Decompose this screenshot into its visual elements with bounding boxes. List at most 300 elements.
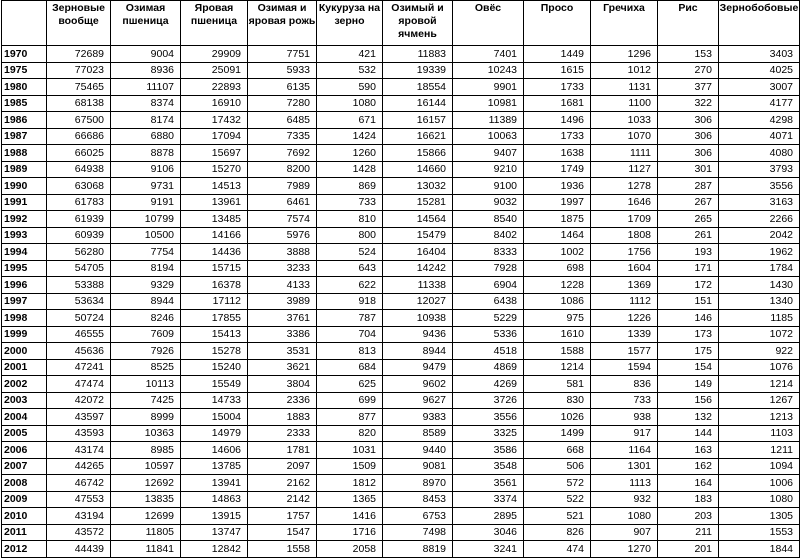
table-row bbox=[2, 178, 800, 195]
table-cell: 1185 bbox=[719, 310, 800, 327]
table-cell: 7498 bbox=[383, 524, 453, 541]
table-cell: 2895 bbox=[453, 508, 524, 525]
table-cell: 3556 bbox=[719, 178, 800, 195]
table-cell: 10500 bbox=[111, 227, 181, 244]
table-cell: 154 bbox=[658, 359, 719, 376]
table-cell: 15413 bbox=[181, 326, 248, 343]
row-year-cell: 2000 bbox=[2, 343, 47, 360]
table-cell: 66025 bbox=[47, 145, 111, 162]
table-cell: 1112 bbox=[591, 293, 658, 310]
table-cell: 932 bbox=[591, 491, 658, 508]
table-cell: 53634 bbox=[47, 293, 111, 310]
row-year-cell: 1998 bbox=[2, 310, 47, 327]
table-cell: 75465 bbox=[47, 79, 111, 96]
row-year-cell: 2003 bbox=[2, 392, 47, 409]
table-cell: 1430 bbox=[719, 277, 800, 294]
table-cell: 1844 bbox=[719, 541, 800, 558]
table-cell: 1588 bbox=[524, 343, 591, 360]
table-row bbox=[2, 227, 800, 244]
table-cell: 1733 bbox=[524, 79, 591, 96]
table-cell: 4177 bbox=[719, 95, 800, 112]
table-cell: 572 bbox=[524, 475, 591, 492]
table-cell: 8985 bbox=[111, 442, 181, 459]
header-year bbox=[2, 1, 47, 46]
table-cell: 1080 bbox=[317, 95, 383, 112]
table-cell: 622 bbox=[317, 277, 383, 294]
table-cell: 15270 bbox=[181, 161, 248, 178]
table-cell: 8453 bbox=[383, 491, 453, 508]
table-cell: 1781 bbox=[248, 442, 317, 459]
table-cell: 8944 bbox=[383, 343, 453, 360]
table-cell: 3046 bbox=[453, 524, 524, 541]
table-cell: 810 bbox=[317, 211, 383, 228]
table-cell: 474 bbox=[524, 541, 591, 558]
table-cell: 1006 bbox=[719, 475, 800, 492]
table-cell: 16378 bbox=[181, 277, 248, 294]
table-cell: 77023 bbox=[47, 62, 111, 79]
table-cell: 2162 bbox=[248, 475, 317, 492]
table-cell: 43593 bbox=[47, 425, 111, 442]
row-year-cell: 2010 bbox=[2, 508, 47, 525]
table-cell: 7574 bbox=[248, 211, 317, 228]
table-cell: 18554 bbox=[383, 79, 453, 96]
table-row bbox=[2, 211, 800, 228]
table-row bbox=[2, 194, 800, 211]
table-cell: 193 bbox=[658, 244, 719, 261]
table-cell: 54705 bbox=[47, 260, 111, 277]
table-cell: 68138 bbox=[47, 95, 111, 112]
table-cell: 156 bbox=[658, 392, 719, 409]
table-cell: 733 bbox=[591, 392, 658, 409]
table-cell: 14564 bbox=[383, 211, 453, 228]
table-cell: 1784 bbox=[719, 260, 800, 277]
table-cell: 9210 bbox=[453, 161, 524, 178]
table-cell: 14242 bbox=[383, 260, 453, 277]
table-cell: 1086 bbox=[524, 293, 591, 310]
table-cell: 1416 bbox=[317, 508, 383, 525]
table-cell: 8970 bbox=[383, 475, 453, 492]
table-cell: 2058 bbox=[317, 541, 383, 558]
table-cell: 1080 bbox=[591, 508, 658, 525]
table-cell: 3586 bbox=[453, 442, 524, 459]
table-cell: 9627 bbox=[383, 392, 453, 409]
table-row bbox=[2, 62, 800, 79]
table-cell: 151 bbox=[658, 293, 719, 310]
table-row bbox=[2, 310, 800, 327]
table-row bbox=[2, 260, 800, 277]
table-cell: 1127 bbox=[591, 161, 658, 178]
table-cell: 1369 bbox=[591, 277, 658, 294]
table-cell: 47241 bbox=[47, 359, 111, 376]
table-cell: 8944 bbox=[111, 293, 181, 310]
table-cell: 7751 bbox=[248, 46, 317, 63]
table-cell: 9901 bbox=[453, 79, 524, 96]
table-cell: 14436 bbox=[181, 244, 248, 261]
table-cell: 270 bbox=[658, 62, 719, 79]
table-cell: 3989 bbox=[248, 293, 317, 310]
row-year-cell: 2012 bbox=[2, 541, 47, 558]
table-cell: 8200 bbox=[248, 161, 317, 178]
table-row bbox=[2, 326, 800, 343]
table-cell: 7692 bbox=[248, 145, 317, 162]
table-cell: 201 bbox=[658, 541, 719, 558]
table-cell: 699 bbox=[317, 392, 383, 409]
table-cell: 13485 bbox=[181, 211, 248, 228]
row-year-cell: 1989 bbox=[2, 161, 47, 178]
table-cell: 671 bbox=[317, 112, 383, 129]
row-year-cell: 1980 bbox=[2, 79, 47, 96]
table-cell: 1111 bbox=[591, 145, 658, 162]
table-cell: 17432 bbox=[181, 112, 248, 129]
table-cell: 524 bbox=[317, 244, 383, 261]
table-cell: 8540 bbox=[453, 211, 524, 228]
table-cell: 1301 bbox=[591, 458, 658, 475]
table-cell: 1103 bbox=[719, 425, 800, 442]
table-cell: 72689 bbox=[47, 46, 111, 63]
table-cell: 4269 bbox=[453, 376, 524, 393]
table-cell: 9383 bbox=[383, 409, 453, 426]
table-cell: 3241 bbox=[453, 541, 524, 558]
table-cell: 1031 bbox=[317, 442, 383, 459]
table-cell: 13032 bbox=[383, 178, 453, 195]
table-cell: 1026 bbox=[524, 409, 591, 426]
table-cell: 643 bbox=[317, 260, 383, 277]
table-cell: 6880 bbox=[111, 128, 181, 145]
table-cell: 164 bbox=[658, 475, 719, 492]
table-cell: 14733 bbox=[181, 392, 248, 409]
table-cell: 1424 bbox=[317, 128, 383, 145]
table-cell: 1610 bbox=[524, 326, 591, 343]
table-cell: 14979 bbox=[181, 425, 248, 442]
table-row bbox=[2, 277, 800, 294]
table-row bbox=[2, 112, 800, 129]
table-cell: 10243 bbox=[453, 62, 524, 79]
table-cell: 826 bbox=[524, 524, 591, 541]
table-cell: 163 bbox=[658, 442, 719, 459]
header-rice: Рис bbox=[658, 1, 719, 46]
table-cell: 421 bbox=[317, 46, 383, 63]
table-cell: 211 bbox=[658, 524, 719, 541]
table-cell: 9106 bbox=[111, 161, 181, 178]
table-cell: 267 bbox=[658, 194, 719, 211]
table-cell: 6135 bbox=[248, 79, 317, 96]
table-cell: 1547 bbox=[248, 524, 317, 541]
table-cell: 11338 bbox=[383, 277, 453, 294]
table-cell: 132 bbox=[658, 409, 719, 426]
table-cell: 1211 bbox=[719, 442, 800, 459]
table-row bbox=[2, 392, 800, 409]
table-cell: 1012 bbox=[591, 62, 658, 79]
table-cell: 4025 bbox=[719, 62, 800, 79]
table-row bbox=[2, 475, 800, 492]
table-cell: 5229 bbox=[453, 310, 524, 327]
table-cell: 4869 bbox=[453, 359, 524, 376]
table-cell: 43597 bbox=[47, 409, 111, 426]
table-cell: 9081 bbox=[383, 458, 453, 475]
table-row bbox=[2, 409, 800, 426]
table-cell: 15549 bbox=[181, 376, 248, 393]
table-cell: 13835 bbox=[111, 491, 181, 508]
table-cell: 306 bbox=[658, 128, 719, 145]
table-cell: 1496 bbox=[524, 112, 591, 129]
row-year-cell: 1991 bbox=[2, 194, 47, 211]
table-cell: 787 bbox=[317, 310, 383, 327]
table-cell: 44265 bbox=[47, 458, 111, 475]
table-cell: 3386 bbox=[248, 326, 317, 343]
table-cell: 44439 bbox=[47, 541, 111, 558]
table-cell: 3556 bbox=[453, 409, 524, 426]
table-cell: 1646 bbox=[591, 194, 658, 211]
table-cell: 1883 bbox=[248, 409, 317, 426]
table-cell: 377 bbox=[658, 79, 719, 96]
table-cell: 917 bbox=[591, 425, 658, 442]
table-cell: 1615 bbox=[524, 62, 591, 79]
table-cell: 15281 bbox=[383, 194, 453, 211]
table-cell: 7401 bbox=[453, 46, 524, 63]
table-cell: 3163 bbox=[719, 194, 800, 211]
table-cell: 918 bbox=[317, 293, 383, 310]
table-cell: 45636 bbox=[47, 343, 111, 360]
table-cell: 13915 bbox=[181, 508, 248, 525]
row-year-cell: 2009 bbox=[2, 491, 47, 508]
table-cell: 907 bbox=[591, 524, 658, 541]
table-cell: 1594 bbox=[591, 359, 658, 376]
table-cell: 22893 bbox=[181, 79, 248, 96]
table-header bbox=[2, 1, 800, 46]
table-cell: 11841 bbox=[111, 541, 181, 558]
table-cell: 175 bbox=[658, 343, 719, 360]
table-cell: 172 bbox=[658, 277, 719, 294]
row-year-cell: 2008 bbox=[2, 475, 47, 492]
table-cell: 1131 bbox=[591, 79, 658, 96]
table-cell: 265 bbox=[658, 211, 719, 228]
table-cell: 3726 bbox=[453, 392, 524, 409]
table-cell: 1267 bbox=[719, 392, 800, 409]
table-cell: 9032 bbox=[453, 194, 524, 211]
table-cell: 1997 bbox=[524, 194, 591, 211]
table-cell: 1638 bbox=[524, 145, 591, 162]
row-year-cell: 1995 bbox=[2, 260, 47, 277]
table-cell: 9329 bbox=[111, 277, 181, 294]
table-cell: 1213 bbox=[719, 409, 800, 426]
row-year-cell: 2011 bbox=[2, 524, 47, 541]
table-row bbox=[2, 293, 800, 310]
table-cell: 2142 bbox=[248, 491, 317, 508]
table-cell: 9407 bbox=[453, 145, 524, 162]
table-cell: 11805 bbox=[111, 524, 181, 541]
table-cell: 11107 bbox=[111, 79, 181, 96]
table-cell: 532 bbox=[317, 62, 383, 79]
table-cell: 12842 bbox=[181, 541, 248, 558]
table-cell: 8246 bbox=[111, 310, 181, 327]
row-year-cell: 2001 bbox=[2, 359, 47, 376]
table-cell: 15240 bbox=[181, 359, 248, 376]
table-cell: 261 bbox=[658, 227, 719, 244]
table-cell: 16144 bbox=[383, 95, 453, 112]
table-cell: 5933 bbox=[248, 62, 317, 79]
table-cell: 1875 bbox=[524, 211, 591, 228]
table-cell: 6485 bbox=[248, 112, 317, 129]
table-cell: 162 bbox=[658, 458, 719, 475]
table-row bbox=[2, 491, 800, 508]
table-cell: 3374 bbox=[453, 491, 524, 508]
table-cell: 7280 bbox=[248, 95, 317, 112]
table-cell: 15697 bbox=[181, 145, 248, 162]
table-cell: 13747 bbox=[181, 524, 248, 541]
table-cell: 2097 bbox=[248, 458, 317, 475]
table-cell: 1100 bbox=[591, 95, 658, 112]
header-rye: Озимая и яровая рожь bbox=[248, 1, 317, 46]
table-cell: 668 bbox=[524, 442, 591, 459]
table-cell: 61783 bbox=[47, 194, 111, 211]
header-spring-wheat: Яровая пшеница bbox=[181, 1, 248, 46]
table-cell: 8878 bbox=[111, 145, 181, 162]
table-cell: 56280 bbox=[47, 244, 111, 261]
table-cell: 3548 bbox=[453, 458, 524, 475]
table-cell: 43174 bbox=[47, 442, 111, 459]
table-cell: 29909 bbox=[181, 46, 248, 63]
grain-area-table bbox=[1, 0, 800, 558]
row-year-cell: 2004 bbox=[2, 409, 47, 426]
table-cell: 11389 bbox=[453, 112, 524, 129]
row-year-cell: 1993 bbox=[2, 227, 47, 244]
table-cell: 9602 bbox=[383, 376, 453, 393]
table-body bbox=[2, 46, 800, 558]
row-year-cell: 2005 bbox=[2, 425, 47, 442]
table-cell: 15866 bbox=[383, 145, 453, 162]
table-cell: 1305 bbox=[719, 508, 800, 525]
table-cell: 149 bbox=[658, 376, 719, 393]
table-cell: 301 bbox=[658, 161, 719, 178]
table-row bbox=[2, 524, 800, 541]
table-cell: 42072 bbox=[47, 392, 111, 409]
table-cell: 1214 bbox=[524, 359, 591, 376]
table-row bbox=[2, 458, 800, 475]
table-cell: 10938 bbox=[383, 310, 453, 327]
table-cell: 47553 bbox=[47, 491, 111, 508]
row-year-cell: 1985 bbox=[2, 95, 47, 112]
table-cell: 1339 bbox=[591, 326, 658, 343]
table-cell: 60939 bbox=[47, 227, 111, 244]
table-cell: 1070 bbox=[591, 128, 658, 145]
table-cell: 625 bbox=[317, 376, 383, 393]
table-cell: 17112 bbox=[181, 293, 248, 310]
table-cell: 9479 bbox=[383, 359, 453, 376]
table-cell: 975 bbox=[524, 310, 591, 327]
table-cell: 14513 bbox=[181, 178, 248, 195]
table-cell: 8333 bbox=[453, 244, 524, 261]
table-cell: 1604 bbox=[591, 260, 658, 277]
row-year-cell: 2002 bbox=[2, 376, 47, 393]
table-cell: 7425 bbox=[111, 392, 181, 409]
table-cell: 1709 bbox=[591, 211, 658, 228]
table-cell: 25091 bbox=[181, 62, 248, 79]
table-cell: 8936 bbox=[111, 62, 181, 79]
table-cell: 7926 bbox=[111, 343, 181, 360]
table-cell: 704 bbox=[317, 326, 383, 343]
table-cell: 1002 bbox=[524, 244, 591, 261]
row-year-cell: 1986 bbox=[2, 112, 47, 129]
row-year-cell: 1997 bbox=[2, 293, 47, 310]
table-cell: 1749 bbox=[524, 161, 591, 178]
table-cell: 3621 bbox=[248, 359, 317, 376]
table-cell: 733 bbox=[317, 194, 383, 211]
table-cell: 2266 bbox=[719, 211, 800, 228]
table-cell: 506 bbox=[524, 458, 591, 475]
table-cell: 1340 bbox=[719, 293, 800, 310]
table-cell: 590 bbox=[317, 79, 383, 96]
table-cell: 8589 bbox=[383, 425, 453, 442]
table-cell: 7609 bbox=[111, 326, 181, 343]
table-row bbox=[2, 343, 800, 360]
table-cell: 1808 bbox=[591, 227, 658, 244]
table-cell: 4071 bbox=[719, 128, 800, 145]
table-cell: 7754 bbox=[111, 244, 181, 261]
table-cell: 1733 bbox=[524, 128, 591, 145]
table-cell: 15278 bbox=[181, 343, 248, 360]
table-cell: 171 bbox=[658, 260, 719, 277]
table-cell: 2333 bbox=[248, 425, 317, 442]
header-grain-total: Зерновые вообще bbox=[47, 1, 111, 46]
table-cell: 63068 bbox=[47, 178, 111, 195]
table-row bbox=[2, 79, 800, 96]
header-oats: Овёс bbox=[453, 1, 524, 46]
table-cell: 15715 bbox=[181, 260, 248, 277]
table-row bbox=[2, 95, 800, 112]
table-cell: 8194 bbox=[111, 260, 181, 277]
table-row bbox=[2, 145, 800, 162]
table-cell: 9436 bbox=[383, 326, 453, 343]
header-winter-wheat: Озимая пшеница bbox=[111, 1, 181, 46]
table-cell: 1756 bbox=[591, 244, 658, 261]
table-cell: 10799 bbox=[111, 211, 181, 228]
table-cell: 173 bbox=[658, 326, 719, 343]
table-cell: 1499 bbox=[524, 425, 591, 442]
table-cell: 922 bbox=[719, 343, 800, 360]
table-cell: 1464 bbox=[524, 227, 591, 244]
table-cell: 12692 bbox=[111, 475, 181, 492]
table-cell: 1509 bbox=[317, 458, 383, 475]
table-cell: 3561 bbox=[453, 475, 524, 492]
table-cell: 8999 bbox=[111, 409, 181, 426]
table-cell: 522 bbox=[524, 491, 591, 508]
table-cell: 43194 bbox=[47, 508, 111, 525]
table-cell: 5336 bbox=[453, 326, 524, 343]
table-cell: 1080 bbox=[719, 491, 800, 508]
table-cell: 1270 bbox=[591, 541, 658, 558]
table-cell: 66686 bbox=[47, 128, 111, 145]
table-cell: 3761 bbox=[248, 310, 317, 327]
table-cell: 322 bbox=[658, 95, 719, 112]
table-cell: 1428 bbox=[317, 161, 383, 178]
table-cell: 1365 bbox=[317, 491, 383, 508]
row-year-cell: 1994 bbox=[2, 244, 47, 261]
table-cell: 9004 bbox=[111, 46, 181, 63]
table-cell: 836 bbox=[591, 376, 658, 393]
table-cell: 4518 bbox=[453, 343, 524, 360]
table-cell: 3804 bbox=[248, 376, 317, 393]
table-cell: 16621 bbox=[383, 128, 453, 145]
table-cell: 4080 bbox=[719, 145, 800, 162]
table-cell: 15004 bbox=[181, 409, 248, 426]
table-cell: 9731 bbox=[111, 178, 181, 195]
row-year-cell: 1987 bbox=[2, 128, 47, 145]
table-cell: 61939 bbox=[47, 211, 111, 228]
table-row bbox=[2, 128, 800, 145]
table-cell: 7335 bbox=[248, 128, 317, 145]
table-cell: 6904 bbox=[453, 277, 524, 294]
table-cell: 5976 bbox=[248, 227, 317, 244]
